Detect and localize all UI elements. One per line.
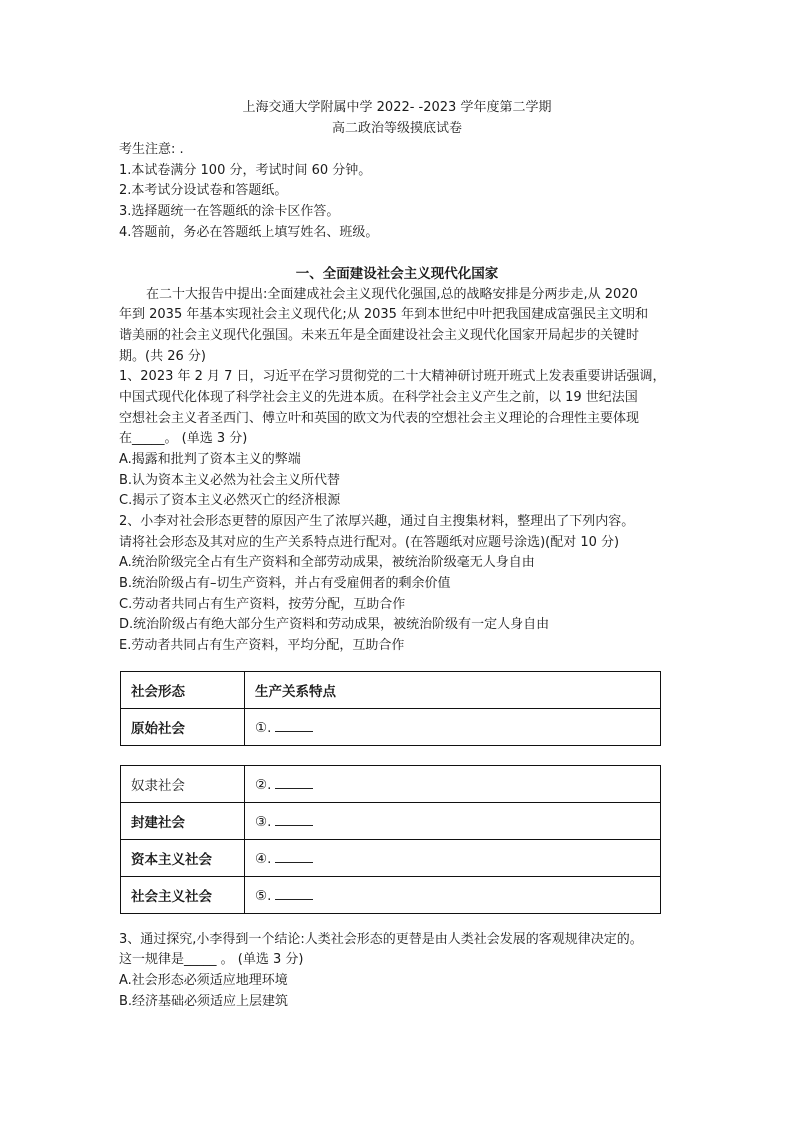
notice-item: 3.选择题统一在答题纸的涂卡区作答。 (119, 204, 340, 219)
exam-title-line2: 高二政治等级摸底试卷 (331, 121, 462, 136)
q3-option: B.经济基础必须适应上层建筑 (119, 994, 289, 1009)
q1-stem-line: 1、2023 年 2 月 7 日，习近平在学习贯彻党的二十大精神研讨班开班式上发表重要讲话强调， (119, 369, 666, 384)
q3-stem-line: 这一规律是_____ 。 (单选 3 分) (119, 952, 304, 967)
answer-mark: ④. (255, 850, 272, 867)
table-cell-answer[interactable] (245, 803, 661, 840)
answer-mark: ③. (255, 813, 272, 830)
table-cell-form: 奴隶社会 (121, 766, 245, 803)
section-intro-line: 年到 2035 年基本实现社会主义现代化;从 2035 年到本世纪中叶把我国建成富强民主文明和 (119, 307, 649, 322)
table-row (121, 840, 661, 877)
q2-option: D.统治阶级占有绝大部分生产资料和劳动成果，被统治阶级有一定人身自由 (119, 617, 550, 632)
q2-stem-line: 2、小李对社会形态更替的原因产生了浓厚兴趣，通过自主搜集材料，整理出了下列内容。 (119, 514, 635, 529)
table-cell-form: 社会主义社会 (121, 877, 245, 914)
table-cell-answer[interactable] (245, 766, 661, 803)
q3-stem-line: 3、通过探究,小李得到一个结论:人类社会形态的更替是由人类社会发展的客观规律决定的。 (119, 932, 643, 947)
answer-blank (275, 719, 313, 732)
exam-title-line1: 上海交通大学附属中学 2022- -2023 学年度第二学期 (242, 100, 552, 115)
table-header-cell: 社会形态 (121, 672, 245, 709)
table-row (121, 877, 661, 914)
section-intro-line: 谐美丽的社会主义现代化强国。未来五年是全面建设社会主义现代化国家开局起步的关键时 (119, 328, 640, 343)
q2-option: C.劳动者共同占有生产资料，按劳分配，互助合作 (119, 597, 406, 612)
section-intro-line: 期。(共 26 分) (119, 349, 206, 364)
social-form-table-bottom (120, 765, 661, 914)
section-title: 一、全面建设社会主义现代化国家 (295, 266, 499, 282)
table-cell-answer[interactable] (245, 709, 661, 746)
table-header-cell: 生产关系特点 (245, 672, 661, 709)
table-row (121, 709, 661, 746)
notice-item: 4.答题前，务必在答题纸上填写姓名、班级。 (119, 225, 379, 240)
answer-blank (275, 850, 313, 863)
table-row (121, 766, 661, 803)
q2-option: A.统治阶级完全占有生产资料和全部劳动成果，被统治阶级毫无人身自由 (119, 555, 535, 570)
q2-stem-line: 请将社会形态及其对应的生产关系特点进行配对。(在答题纸对应题号涂选)(配对 10 分) (119, 535, 620, 550)
q1-stem-line: 中国式现代化体现了科学社会主义的先进本质。在科学社会主义产生之前，以 19 世纪法国 (119, 390, 638, 405)
q1-option: B.认为资本主义必然为社会主义所代替 (119, 473, 341, 488)
answer-mark: ⑤. (255, 887, 272, 904)
notice-item: 2.本考试分设试卷和答题纸。 (119, 183, 288, 198)
notice-heading: 考生注意: . (119, 142, 184, 157)
q1-option: A.揭露和批判了资本主义的弊端 (119, 452, 301, 467)
answer-blank (275, 887, 313, 900)
answer-blank (275, 813, 313, 826)
answer-blank (275, 776, 313, 789)
q2-option: B.统治阶级占有–切生产资料，并占有受雇佣者的剩余价值 (119, 576, 451, 591)
social-form-table-top (120, 671, 661, 746)
section-intro-line: 在二十大报告中提出:全面建成社会主义现代化强国,总的战略安排是分两步走,从 2020 (146, 287, 638, 302)
q1-stem-line: 空想社会主义者圣西门、傅立叶和英国的欧文为代表的空想社会主义理论的合理性主要体现 (119, 411, 640, 426)
answer-mark: ②. (255, 776, 272, 793)
q1-stem-line: 在_____。 (单选 3 分) (119, 431, 248, 446)
q2-option: E.劳动者共同占有生产资料，平均分配，互助合作 (119, 638, 405, 653)
table-cell-form: 资本主义社会 (121, 840, 245, 877)
table-row (121, 803, 661, 840)
table-row (121, 672, 661, 709)
answer-mark: ①. (255, 719, 272, 736)
table-cell-form: 原始社会 (121, 709, 245, 746)
table-cell-answer[interactable] (245, 840, 661, 877)
q1-option: C.揭示了资本主义必然灭亡的经济根源 (119, 493, 341, 508)
q3-option: A.社会形态必须适应地理环境 (119, 973, 288, 988)
notice-item: 1.本试卷满分 100 分，考试时间 60 分钟。 (119, 163, 372, 178)
table-cell-form: 封建社会 (121, 803, 245, 840)
table-cell-answer[interactable] (245, 877, 661, 914)
